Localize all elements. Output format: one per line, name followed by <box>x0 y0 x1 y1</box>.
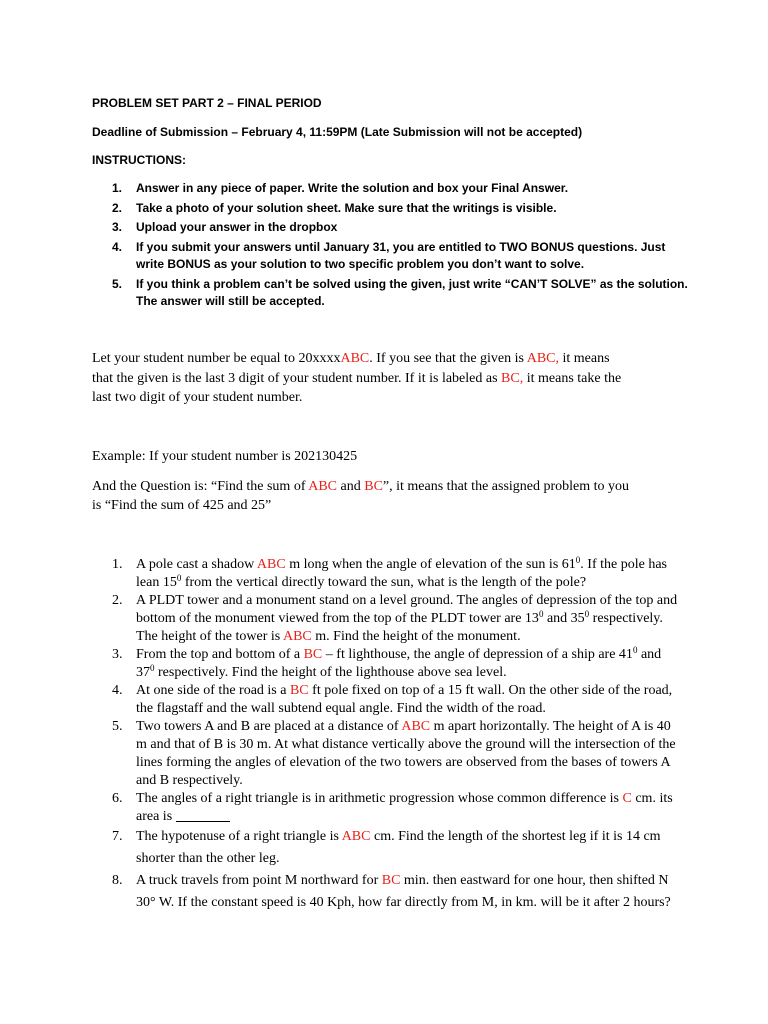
problem-text: From the top and bottom of a <box>136 647 304 662</box>
intro-text: Let your student number be equal to 20xxxx <box>92 351 341 366</box>
instruction-text: If you submit your answers until January 31, you are entitled to TWO BONUS questions. Just write BONUS as your solution to two specific problem you don’t want to solve. <box>136 239 666 271</box>
intro-line-3: last two digit of your student number. <box>92 390 303 405</box>
instruction-text: Answer in any piece of paper. Write the solution and box your Final Answer. <box>136 181 569 195</box>
problem-number: 3. <box>112 647 123 662</box>
degree-superscript: 0 <box>632 645 638 655</box>
instruction-item <box>112 219 692 237</box>
problem-text: m. Find the height of the monument. <box>311 629 521 644</box>
highlight-abc: ABC <box>256 557 286 572</box>
instruction-number: 5. <box>112 276 123 291</box>
highlight-bc: BC, <box>501 371 524 386</box>
instruction-item <box>112 276 692 311</box>
problem-text: and 35 <box>543 611 585 626</box>
problem-text: – ft lighthouse, the angle of depression of a ship are 41 <box>322 647 633 662</box>
problem-text: min. then eastward for one hour, then shifted N 30° W. If the constant speed is 40 Kph, how far directly from M, in km. will be it after 2 hours? <box>136 873 671 910</box>
problem-number: 6. <box>112 791 123 806</box>
problem-item <box>112 682 680 718</box>
problem-item <box>112 556 680 592</box>
intro-text: . If you see that the given is <box>369 351 527 366</box>
problem-text: A PLDT tower and a monument stand on a level ground. The angles of depression of the top and bottom of the monument viewed from the top of the PLDT tower are 13 <box>136 593 678 626</box>
problem-text: m apart horizontally. The height of A is 40 m and that of B is 30 m. At what distance vertically above the ground will the intersection of the lines forming the angles of elevation of the two towers are observed from the bases of towers A and B respectively. <box>136 719 676 788</box>
problem-text: . If the pole has lean 15 <box>136 557 667 590</box>
instruction-number: 4. <box>112 239 123 254</box>
problem-item <box>112 826 680 870</box>
highlight-abc: ABC <box>282 629 312 644</box>
problem-number: 1. <box>112 557 123 572</box>
intro-text: it means <box>559 351 610 366</box>
highlight-bc: BC <box>381 873 401 888</box>
problem-item <box>112 870 680 914</box>
problem-text: ft pole fixed on top of a 15 ft wall. On the other side of the road, the flagstaff and the wall subtend equal angle. Find the width of the road. <box>136 683 673 716</box>
problem-item <box>112 718 680 790</box>
instruction-text: Take a photo of your solution sheet. Make sure that the writings is visible. <box>136 200 557 215</box>
problem-text: The angles of a right triangle is in arithmetic progression whose common difference is <box>136 791 623 806</box>
problem-item <box>112 790 680 826</box>
problem-text: cm. its area is <box>136 791 673 824</box>
example-line: Example: If your student number is 202130425 <box>92 449 358 464</box>
degree-superscript: 0 <box>584 609 590 619</box>
problem-text: A pole cast a shadow <box>136 557 257 572</box>
highlight-c: C <box>622 791 632 806</box>
problem-text: cm. Find the length of the shortest leg if it is 14 cm shorter than the other leg. <box>136 829 661 866</box>
problem-text: and 37 <box>136 647 662 680</box>
instruction-number: 3. <box>112 220 123 234</box>
degree-superscript: 0 <box>150 663 155 673</box>
instruction-text: Upload your answer in the dropbox <box>136 220 338 234</box>
problem-text: The hypotenuse of a right triangle is <box>136 829 342 844</box>
highlight-bc: BC <box>364 479 383 494</box>
highlight-abc: ABC <box>401 719 431 734</box>
problem-text: At one side of the road is a <box>136 683 290 698</box>
instructions-list <box>112 180 692 313</box>
problem-text: respectively. The height of the tower is <box>136 611 663 644</box>
intro-line-2 <box>92 371 621 387</box>
instruction-number: 1. <box>112 181 123 195</box>
problem-list <box>112 556 680 914</box>
answer-blank <box>176 809 230 822</box>
problem-item <box>112 646 680 682</box>
problem-number: 2. <box>112 593 123 608</box>
instruction-text: If you think a problem can’t be solved using the given, just write “CAN’T SOLVE” as the solution. The answer will still be accepted. <box>136 276 688 308</box>
highlight-bc: BC <box>289 683 309 698</box>
highlight-abc: ABC <box>340 351 370 366</box>
intro-text: it means take the <box>523 371 622 386</box>
problem-text: A truck travels from point M northward for <box>136 873 382 888</box>
problem-number: 5. <box>112 719 123 734</box>
problem-text: from the vertical directly toward the sun, what is the length of the pole? <box>181 575 587 590</box>
instruction-item <box>112 180 692 198</box>
highlight-bc: BC <box>303 647 323 662</box>
problem-text: m long when the angle of elevation of the sun is 61 <box>285 557 576 572</box>
example-text: ”, it means that the assigned problem to you <box>382 479 630 494</box>
problem-item <box>112 592 680 646</box>
highlight-abc: ABC <box>308 479 338 494</box>
problem-text: Two towers A and B are placed at a distance of <box>136 719 402 734</box>
instruction-item <box>112 200 692 218</box>
instructions-label: INSTRUCTIONS: <box>92 153 186 167</box>
problem-number: 4. <box>112 683 123 698</box>
highlight-abc: ABC <box>341 829 371 844</box>
problem-text: respectively. Find the height of the lighthouse above sea level. <box>154 665 507 680</box>
example-text: and <box>337 479 365 494</box>
degree-superscript: 0 <box>176 573 182 583</box>
highlight-abc: ABC, <box>526 351 560 366</box>
degree-superscript: 0 <box>538 609 544 619</box>
degree-superscript: 0 <box>575 555 581 565</box>
intro-text: that the given is the last 3 digit of your student number. If it is labeled as <box>92 371 502 386</box>
example-question-line-2: is “Find the sum of 425 and 25” <box>92 498 272 513</box>
problem-number: 8. <box>112 873 123 888</box>
example-text: And the Question is: “Find the sum of <box>92 479 309 494</box>
example-question-line-1 <box>92 479 629 495</box>
intro-line-1 <box>92 351 610 367</box>
page-title: PROBLEM SET PART 2 – FINAL PERIOD <box>92 96 322 110</box>
deadline-line: Deadline of Submission – February 4, 11:59PM (Late Submission will not be accepted) <box>92 125 583 139</box>
problem-number: 7. <box>112 829 123 844</box>
instruction-number: 2. <box>112 200 123 215</box>
instruction-item <box>112 239 692 274</box>
